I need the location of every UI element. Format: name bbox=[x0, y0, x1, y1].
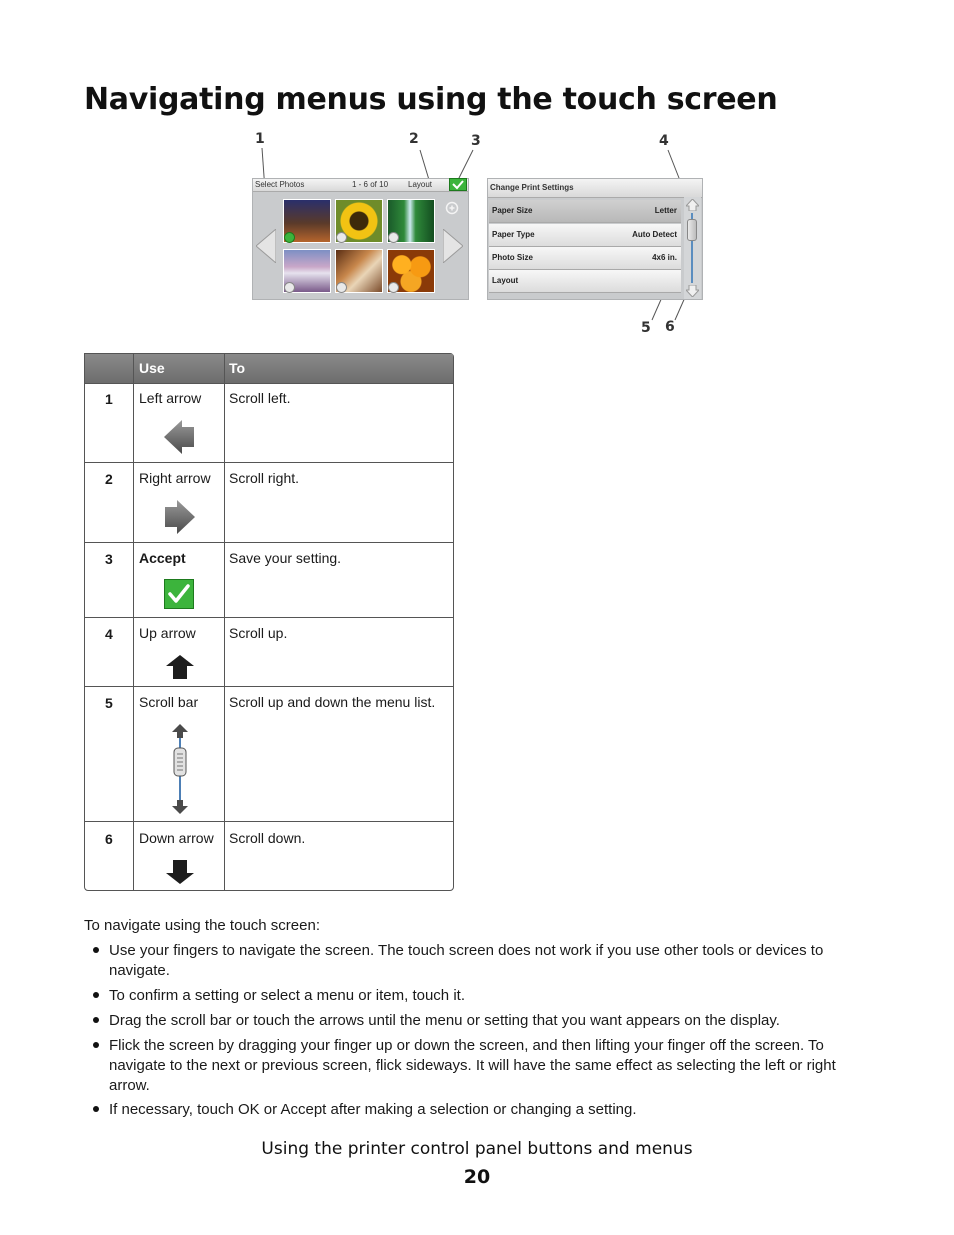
page-title: Navigating menus using the touch screen bbox=[84, 82, 778, 117]
row-description: Scroll left. bbox=[229, 390, 291, 406]
menu-row-paper-size[interactable] bbox=[489, 200, 681, 223]
photo-thumbnail-sunflower[interactable] bbox=[335, 199, 383, 243]
menu-row-value: Letter bbox=[654, 206, 677, 215]
page-number: 20 bbox=[463, 1166, 491, 1188]
menu-row-paper-type[interactable] bbox=[489, 224, 681, 247]
row-description: Scroll down. bbox=[229, 830, 306, 846]
instruction-bullet: To confirm a setting or select a menu or item, touch it. bbox=[109, 987, 465, 1004]
column-divider bbox=[224, 354, 225, 890]
down-arrow-icon bbox=[166, 860, 194, 884]
row-use-label: Left arrow bbox=[139, 390, 202, 406]
row-use-label: Accept bbox=[139, 550, 186, 566]
selected-check-icon bbox=[284, 232, 295, 243]
photo-thumbnail-waterfall[interactable] bbox=[387, 199, 435, 243]
zoom-in-icon[interactable] bbox=[445, 201, 459, 215]
menu-row-label: Photo Size bbox=[492, 253, 533, 262]
unselected-check-icon bbox=[336, 232, 347, 243]
row-description: Scroll up and down the menu list. bbox=[229, 694, 436, 710]
up-arrow-icon bbox=[166, 655, 194, 679]
row-number: 6 bbox=[105, 831, 113, 847]
scroll-down-arrow-icon[interactable] bbox=[686, 285, 699, 297]
instruction-bullet: Use your fingers to navigate the screen. The touch screen does not work if you use other tools or devices to navigate. bbox=[109, 942, 824, 979]
right-arrow-icon[interactable] bbox=[443, 229, 463, 263]
menu-row-label: Layout bbox=[492, 276, 519, 285]
photo-thumbnail-rocks[interactable] bbox=[335, 249, 383, 293]
left-arrow-icon bbox=[164, 420, 196, 454]
photo-panel-title: Select Photos bbox=[255, 180, 305, 189]
instructions-intro: To navigate using the touch screen: bbox=[84, 917, 320, 934]
row-use-label: Down arrow bbox=[139, 830, 214, 846]
print-settings-panel bbox=[487, 178, 703, 300]
scroll-bar-icon bbox=[170, 724, 190, 814]
bullet-dot bbox=[93, 1017, 99, 1023]
row-use-label: Right arrow bbox=[139, 470, 211, 486]
row-use-label: Up arrow bbox=[139, 625, 196, 641]
row-divider bbox=[85, 462, 453, 463]
header-use: Use bbox=[139, 360, 165, 376]
row-number: 5 bbox=[105, 695, 113, 711]
row-number: 4 bbox=[105, 626, 113, 642]
row-description: Scroll up. bbox=[229, 625, 288, 641]
accept-checkmark-icon[interactable] bbox=[449, 178, 467, 191]
row-description: Save your setting. bbox=[229, 550, 342, 566]
scroll-thumb[interactable] bbox=[687, 219, 697, 241]
row-divider bbox=[85, 821, 453, 822]
instruction-bullet: If necessary, touch OK or Accept after making a selection or changing a setting. bbox=[109, 1101, 637, 1118]
photo-thumbnail-canyon[interactable] bbox=[283, 199, 331, 243]
row-divider bbox=[85, 617, 453, 618]
instruction-bullet: Drag the scroll bar or touch the arrows until the menu or setting that you want appears on the display. bbox=[109, 1012, 780, 1029]
bullet-dot bbox=[93, 992, 99, 998]
right-arrow-icon bbox=[163, 500, 195, 534]
menu-row-photo-size[interactable] bbox=[489, 247, 681, 270]
column-divider bbox=[133, 354, 134, 890]
bullet-dot bbox=[93, 947, 99, 953]
footer-section-title: Using the printer control panel buttons and menus bbox=[261, 1139, 693, 1159]
menu-row-layout[interactable] bbox=[489, 270, 681, 293]
bullet-dot bbox=[93, 1042, 99, 1048]
callout-6: 6 bbox=[665, 319, 675, 335]
scroll-up-arrow-icon[interactable] bbox=[686, 199, 699, 211]
row-divider bbox=[85, 686, 453, 687]
callout-3: 3 bbox=[471, 133, 481, 149]
left-arrow-icon[interactable] bbox=[256, 229, 276, 263]
photo-selection-panel bbox=[252, 178, 469, 300]
bullet-dot bbox=[93, 1106, 99, 1112]
table-header bbox=[85, 354, 453, 383]
menu-row-value: Auto Detect bbox=[632, 230, 677, 239]
callout-2: 2 bbox=[409, 131, 419, 147]
menu-row-label: Paper Type bbox=[492, 230, 535, 239]
settings-panel-header bbox=[488, 179, 702, 198]
scroll-track bbox=[684, 197, 701, 299]
callout-1: 1 bbox=[255, 131, 265, 147]
photo-panel-header bbox=[253, 179, 468, 192]
header-to: To bbox=[229, 360, 246, 376]
callout-5: 5 bbox=[641, 320, 651, 336]
menu-row-value: 4x6 in. bbox=[652, 253, 677, 262]
row-number: 1 bbox=[105, 391, 113, 407]
row-divider bbox=[85, 383, 453, 384]
photo-panel-count: 1 - 6 of 10 bbox=[352, 180, 389, 189]
unselected-check-icon bbox=[388, 282, 399, 293]
photo-panel-layout[interactable]: Layout bbox=[408, 180, 433, 189]
reference-table bbox=[84, 353, 454, 891]
settings-panel-title: Change Print Settings bbox=[490, 183, 574, 192]
menu-row-label: Paper Size bbox=[492, 206, 533, 215]
unselected-check-icon bbox=[388, 232, 399, 243]
row-number: 3 bbox=[105, 551, 113, 567]
callout-4: 4 bbox=[659, 133, 669, 149]
row-use-label: Scroll bar bbox=[139, 694, 199, 710]
row-number: 2 bbox=[105, 471, 113, 487]
photo-thumbnail-oranges[interactable] bbox=[387, 249, 435, 293]
instruction-bullet: Flick the screen by dragging your finger up or down the screen, and then lifting your finger off the screen. To navigate to the next or previous screen, flick sideways. It will have the same effect as selecting the left or right arrow. bbox=[109, 1037, 836, 1094]
row-divider bbox=[85, 542, 453, 543]
touch-screen-figure bbox=[240, 128, 710, 343]
unselected-check-icon bbox=[336, 282, 347, 293]
checkmark-icon bbox=[164, 579, 194, 609]
row-description: Scroll right. bbox=[229, 470, 300, 486]
photo-thumbnail-mountain[interactable] bbox=[283, 249, 331, 293]
unselected-check-icon bbox=[284, 282, 295, 293]
